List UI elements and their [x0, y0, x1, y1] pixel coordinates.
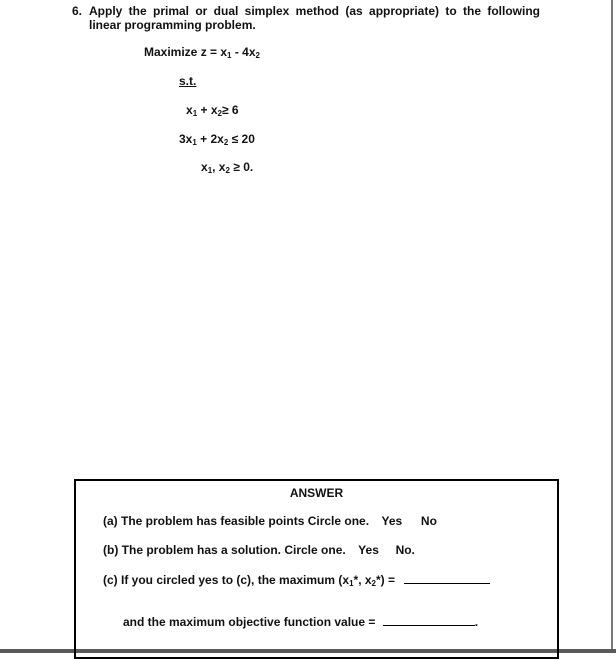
constraint-1: $x_1 + x_2\ge 6$ — [186, 103, 239, 118]
answer-d-text: and the maximum objective function value = — [123, 615, 376, 629]
answer-box — [74, 479, 559, 659]
answer-a-text: (a) The problem has feasible points Circle one. — [103, 514, 370, 528]
subject-to-label: s.t. — [179, 74, 197, 88]
answer-a-no[interactable]: No — [420, 514, 437, 528]
maximum-point-blank[interactable] — [404, 571, 490, 584]
question-number: 6. — [72, 4, 83, 18]
answer-b-no[interactable]: No. — [395, 543, 415, 557]
answer-c: (c) If you circled yes to (c), the maximum ($x_1*$, $x_2*$) = — [103, 571, 490, 587]
answer-d: and the maximum objective function value = . — [123, 615, 479, 629]
objective-value-blank[interactable] — [383, 613, 475, 626]
page-right-border — [611, 0, 613, 653]
answer-a — [103, 514, 437, 528]
constraint-2: $3x_1 + 2x_2 \le 20$ — [179, 132, 255, 147]
question-text: Apply the primal or dual simplex method (as appropriate) to the following linear programming problem. — [89, 4, 540, 32]
answer-b-text: (b) The problem has a solution. Circle one. — [103, 543, 346, 557]
objective-function: Maximize $z = x_1 - 4x_2$ — [144, 45, 260, 60]
answer-b — [103, 543, 415, 557]
answer-a-yes[interactable]: Yes — [381, 514, 403, 528]
nonnegativity-constraint: $x_1$, $x_2 \ge 0$. — [201, 160, 254, 175]
answer-b-yes[interactable]: Yes — [358, 543, 379, 557]
answer-title: ANSWER — [289, 486, 344, 500]
